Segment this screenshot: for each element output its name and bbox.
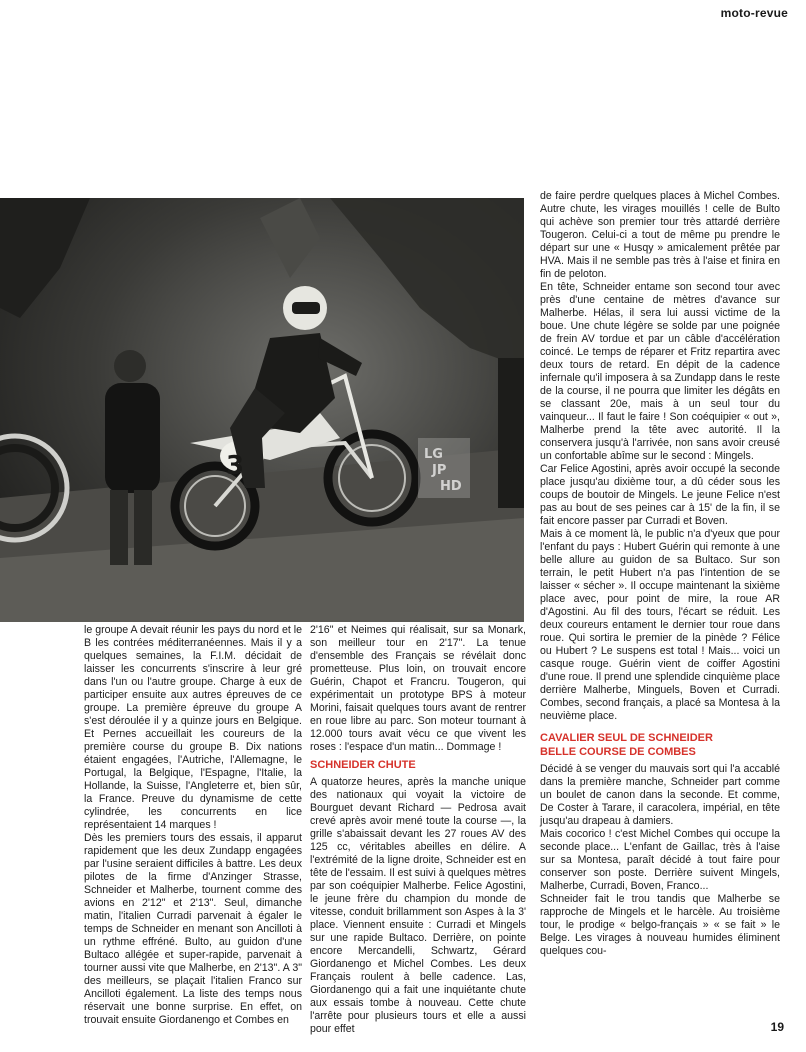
- paragraph: Dès les premiers tours des essais, il apparut rapidement que les deux Zundapp engagées par l'usine seraient difficiles à battre. Les deux pilotes de la firme d'Anzinger Strasse, Schneider et Malherbe, tournent comme des avions en 2'12" et 2'13". Seul, dimanche matin, l'italien Curradi parvenait à égaler le temps de Schneider en menant son Ancilloti à un rythme effréné. Bulto, au guidon d'une Bultaco allégée et super-rapide, parvenait à tourner aussi vite que Malherbe, en 2'13". A 3" des meilleurs, se plaçait l'italien Franco sur Ancilloti également. La liste des temps nous réservait une bonne surprise. En effet, on trouvait ensuite Giordanengo et Combes en: [84, 832, 302, 1026]
- article-column-3: [540, 190, 780, 958]
- bike-number: 3: [226, 451, 245, 481]
- watermark-logo: [418, 438, 470, 498]
- section-heading: CAVALIER SEUL DE SCHNEIDER: [540, 732, 713, 744]
- paragraph: 2'16" et Neimes qui réalisait, sur sa Monark, son meilleur tour en 2'17". La tenue d'ensemble des Français se révélait donc prometteuse. Plus loin, on trouvait encore Guérin, Chapot et Francru. Tougeron, qui expérimentait un prototype BPS à moteur Morini, faisait quelques tours avant de rentrer en roue libre au parc. Son moteur tournant à 12.000 tours avait vécu ce que vivent les roses : l'espace d'un matin... Dommage !: [310, 624, 526, 753]
- svg-text:JP: JP: [432, 463, 447, 478]
- motocross-photo: [0, 198, 524, 622]
- paragraph: En tête, Schneider entame son second tour avec près d'une centaine de mètres d'avance sur Malherbe. Hélas, il sera lui aussi victime de la boue. Une chute légère se solde par une poignée de frein AV tordue et par un câble d'accélération coincé. Le temps de réparer et Fritz repartira avec deux tours de retard. En dépit de la cadence infernale qu'il imposera à sa Zundapp dans le reste de la course, il ne pourra que limiter les dégâts en se classant 20e, mais à un seul tour du vainqueur... Il faut le faire ! Son coéquipier « out », Malherbe prend la tête avec autorité. Il la conservera jusqu'à l'arrivée, non sans avoir creusé un confortable abîme sur le second : Mingels.: [540, 281, 780, 462]
- svg-text:LG: LG: [424, 447, 443, 462]
- page-number: 19: [770, 1020, 784, 1034]
- paragraph: Schneider fait le trou tandis que Malherbe se rapproche de Mingels et le harcèle. Au troisième tour, le prodige « belgo-français » « se fait » le Belge. Les virages à nouveau humides éliminent quelques cou-: [540, 893, 780, 957]
- section-heading: SCHNEIDER CHUTE: [310, 759, 416, 771]
- paragraph: Mais cocorico ! c'est Michel Combes qui occupe la seconde place... L'enfant de Gaillac, très à l'aise sur sa Montesa, paraît décidé à tout faire pour conserver son poste. Derrière suivent Mingels, Malherbe, Curradi, Boven, Franco...: [540, 828, 780, 892]
- paragraph: le groupe A devait réunir les pays du nord et le B les contrées méditerranéennes. Mais il y a quelques semaines, la F.I.M. décidait de laisser les concurrents s'inscrire à leur gré dans l'un ou l'autre groupe. Charge à eux de participer ensuite aux autres épreuves de ce groupe. La première épreuve du groupe A s'est déroulée il y a quinze jours en Belgique. Et Pernes accueillait les coureurs de la première course du groupe B. Dix nations étaient engagées, l'Autriche, l'Allemagne, le Portugal, la Belgique, l'Espagne, l'Italie, la Hollande, la Suisse, l'Angleterre et, bien sûr, la France. Preuve du dynamisme de cette cylindrée, les concurrents en lice représentaient 14 marques !: [84, 624, 302, 831]
- paragraph: de faire perdre quelques places à Michel Combes. Autre chute, les virages mouillés ! celle de Bulto qui achève son premier tour très attardé derrière Tougeron. Celui-ci a tout de même pu prendre le départ sur une « Husqy » amicalement prêtée par HVA. Mais il ne semble pas très à l'aise et finira en fin de peloton.: [540, 190, 780, 280]
- svg-text:HD: HD: [440, 479, 462, 494]
- paragraph: Décidé à se venger du mauvais sort qui l'a accablé dans la première manche, Schneider part comme un boulet de canon dans la seconde. Et comme, De Coster à Tarare, il caracolera, impérial, en tête jusqu'au drapeau à damiers.: [540, 763, 780, 827]
- article-column-1: [84, 624, 302, 1027]
- section-heading: BELLE COURSE DE COMBES: [540, 746, 696, 758]
- magazine-header: moto-revue: [720, 6, 788, 20]
- paragraph: Mais à ce moment là, le public n'a d'yeux que pour l'enfant du pays : Hubert Guérin qui remonte à une belle allure au guidon de sa Bultaco. Sur son terrain, le petit Hubert n'a pas l'intention de se laisser « sécher ». Il occupe maintenant la sixième place avec, pour point de mire, la roue AR d'Agostini. Au fil des tours, l'écart se réduit. Les deux coureurs entament le dernier tour roue dans roue. Qui sortira le premier de la pinède ? Félice ou Hubert ? Le suspens est total ! Mais... voici un casque rouge. Guérin vient de coiffer Agostini d'une roue. Il prend une splendide cinquième place derrière Malherbe, Minguels, Boven et Curradi. Combes, second français, a placé sa Montesa à la neuvième place.: [540, 528, 780, 722]
- motocross-rider-photo-icon: [0, 198, 524, 622]
- paragraph: Car Felice Agostini, après avoir occupé la seconde place jusqu'au dixième tour, a dû céder sous les coups de boutoir de Mingels. Le jeune Felice n'est pas au bout de ses peines car à 15' de la fin, il se fait encore passer par Curradi et Boven.: [540, 463, 780, 527]
- paragraph: A quatorze heures, après la manche unique des nationaux qui voyait la victoire de Bourguet devant Richard — Pedrosa avait crevé après avoir mené toute la course —, la grille s'abaissait devant les 27 roues AV des 125 cc, véritables abeilles en délire. A l'extrémité de la ligne droite, Schneider est en tête de l'essaim. Il est suivi à quelques mètres par son coéquipier Malherbe. Felice Agostini, le jeune frère du champion du monde de vitesse, conduit brillamment son Aspes à la 3' place. Viennent ensuite : Curradi et Mingels sur une rapide Bultaco. Derrière, on pointe encore Mercandelli, Schwartz, Gérard Giordanengo et Michel Combes. Les deux Français roulent à belle cadence. Las, Giordanengo qui a fait une inquiétante chute aux essais tombe à nouveau. Cette chute l'arrête pour plusieurs tours et elle a aussi pour effet: [310, 776, 526, 1035]
- article-column-2: [310, 624, 526, 1036]
